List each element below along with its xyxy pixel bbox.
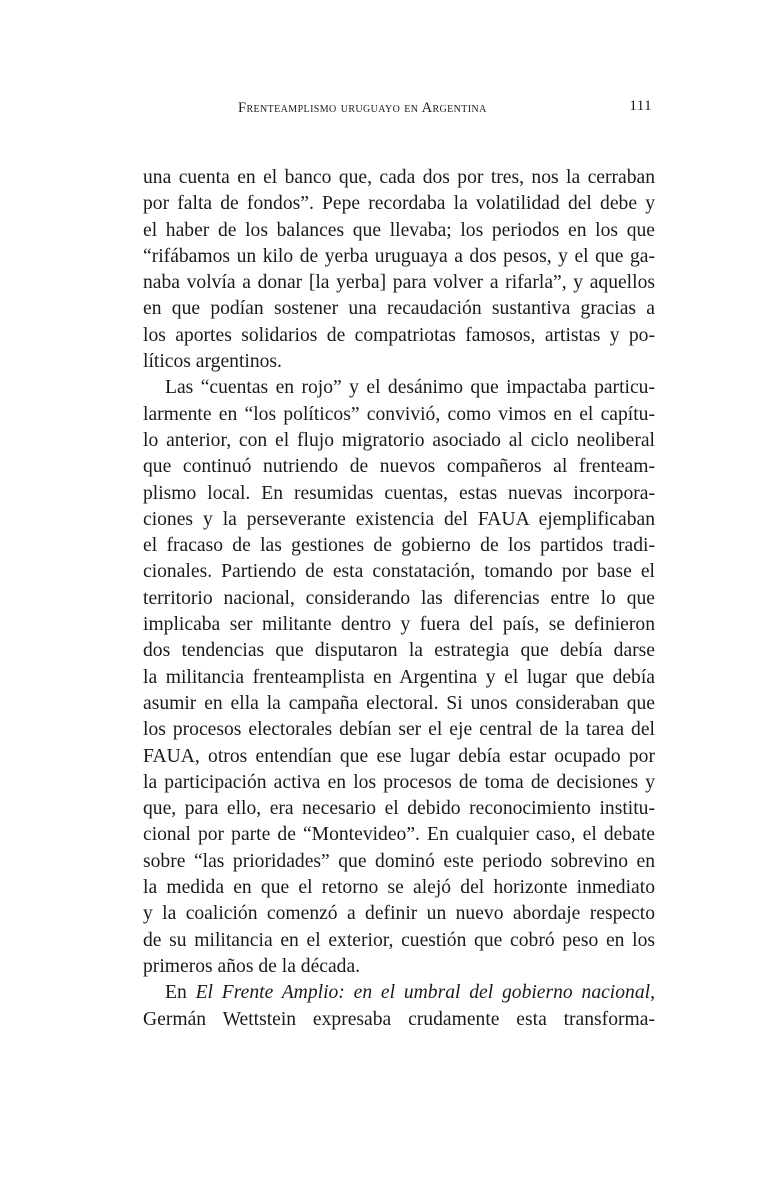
text-line: que continuó nutriendo de nuevos compañeros al frenteam- bbox=[143, 456, 655, 478]
text-line: Germán Wettstein expresaba crudamente esta transforma- bbox=[143, 1008, 655, 1030]
text-line: y la coalición comenzó a definir un nuevo abordaje respecto bbox=[143, 903, 655, 925]
text-line: cional por parte de “Montevideo”. En cualquier caso, el debate bbox=[143, 824, 655, 846]
text-line: larmente en “los políticos” convivió, como vimos en el capítu- bbox=[143, 403, 655, 425]
text-line: implicaba ser militante dentro y fuera del país, se definieron bbox=[143, 614, 655, 636]
text-line: territorio nacional, considerando las diferencias entre lo que bbox=[143, 587, 655, 609]
text-line: por falta de fondos”. Pepe recordaba la volatilidad del debe y bbox=[143, 193, 655, 215]
running-title: Frenteamplismo uruguayo en Argentina bbox=[238, 100, 487, 116]
text-line: una cuenta en el banco que, cada dos por tres, nos la cerraban bbox=[143, 167, 655, 188]
text-line: Las “cuentas en rojo” y el desánimo que impactaba particu- bbox=[165, 377, 655, 399]
running-header bbox=[143, 98, 655, 122]
text-line: los procesos electorales debían ser el eje central de la tarea del bbox=[143, 719, 655, 741]
text-line: la militancia frenteamplista en Argentina y el lugar que debía bbox=[143, 666, 655, 688]
text-line: la participación activa en los procesos de toma de decisiones y bbox=[143, 771, 655, 793]
text-line-with-book-title bbox=[143, 980, 655, 1006]
text-line: lo anterior, con el flujo migratorio asociado al ciclo neoliberal bbox=[143, 429, 655, 451]
text-line: plismo local. En resumidas cuentas, estas nuevas incorpora- bbox=[143, 482, 655, 504]
text-line: en que podían sostener una recaudación sustantiva gracias a bbox=[143, 298, 655, 320]
text-line: cionales. Partiendo de esta constatación, tomando por base el bbox=[143, 561, 655, 583]
text-line: el fracaso de las gestiones de gobierno de los partidos tradi- bbox=[143, 535, 655, 557]
text-line: líticos argentinos. bbox=[143, 351, 282, 373]
text-line: naba volvía a donar [la yerba] para volver a rifarla”, y aquellos bbox=[143, 272, 655, 294]
text-line: primeros años de la década. bbox=[143, 955, 361, 977]
text-fragment: En bbox=[165, 982, 196, 1004]
text-fragment: , bbox=[650, 982, 655, 1004]
text-line: “rifábamos un kilo de yerba uruguaya a dos pesos, y el que ga- bbox=[143, 245, 655, 267]
text-line: la medida en que el retorno se alejó del horizonte inmediato bbox=[143, 877, 655, 899]
body-text bbox=[143, 165, 655, 1033]
text-line: asumir en ella la campaña electoral. Si unos consideraban que bbox=[143, 692, 655, 714]
text-line: dos tendencias que disputaron la estrategia que debía darse bbox=[143, 640, 655, 662]
cited-book-title: El Frente Amplio: en el umbral del gobierno nacional bbox=[195, 982, 651, 1004]
page-number: 111 bbox=[629, 98, 652, 114]
text-line: que, para ello, era necesario el debido reconocimiento institu- bbox=[143, 798, 655, 820]
text-line: el haber de los balances que llevaba; los periodos en los que bbox=[143, 219, 655, 241]
text-line: los aportes solidarios de compatriotas famosos, artistas y po- bbox=[143, 324, 655, 346]
text-line: FAUA, otros entendían que ese lugar debía estar ocupado por bbox=[143, 745, 655, 767]
text-line: sobre “las prioridades” que dominó este periodo sobrevino en bbox=[143, 850, 655, 872]
text-line: de su militancia en el exterior, cuestión que cobró peso en los bbox=[143, 929, 655, 951]
text-line: ciones y la perseverante existencia del FAUA ejemplificaban bbox=[143, 508, 655, 530]
